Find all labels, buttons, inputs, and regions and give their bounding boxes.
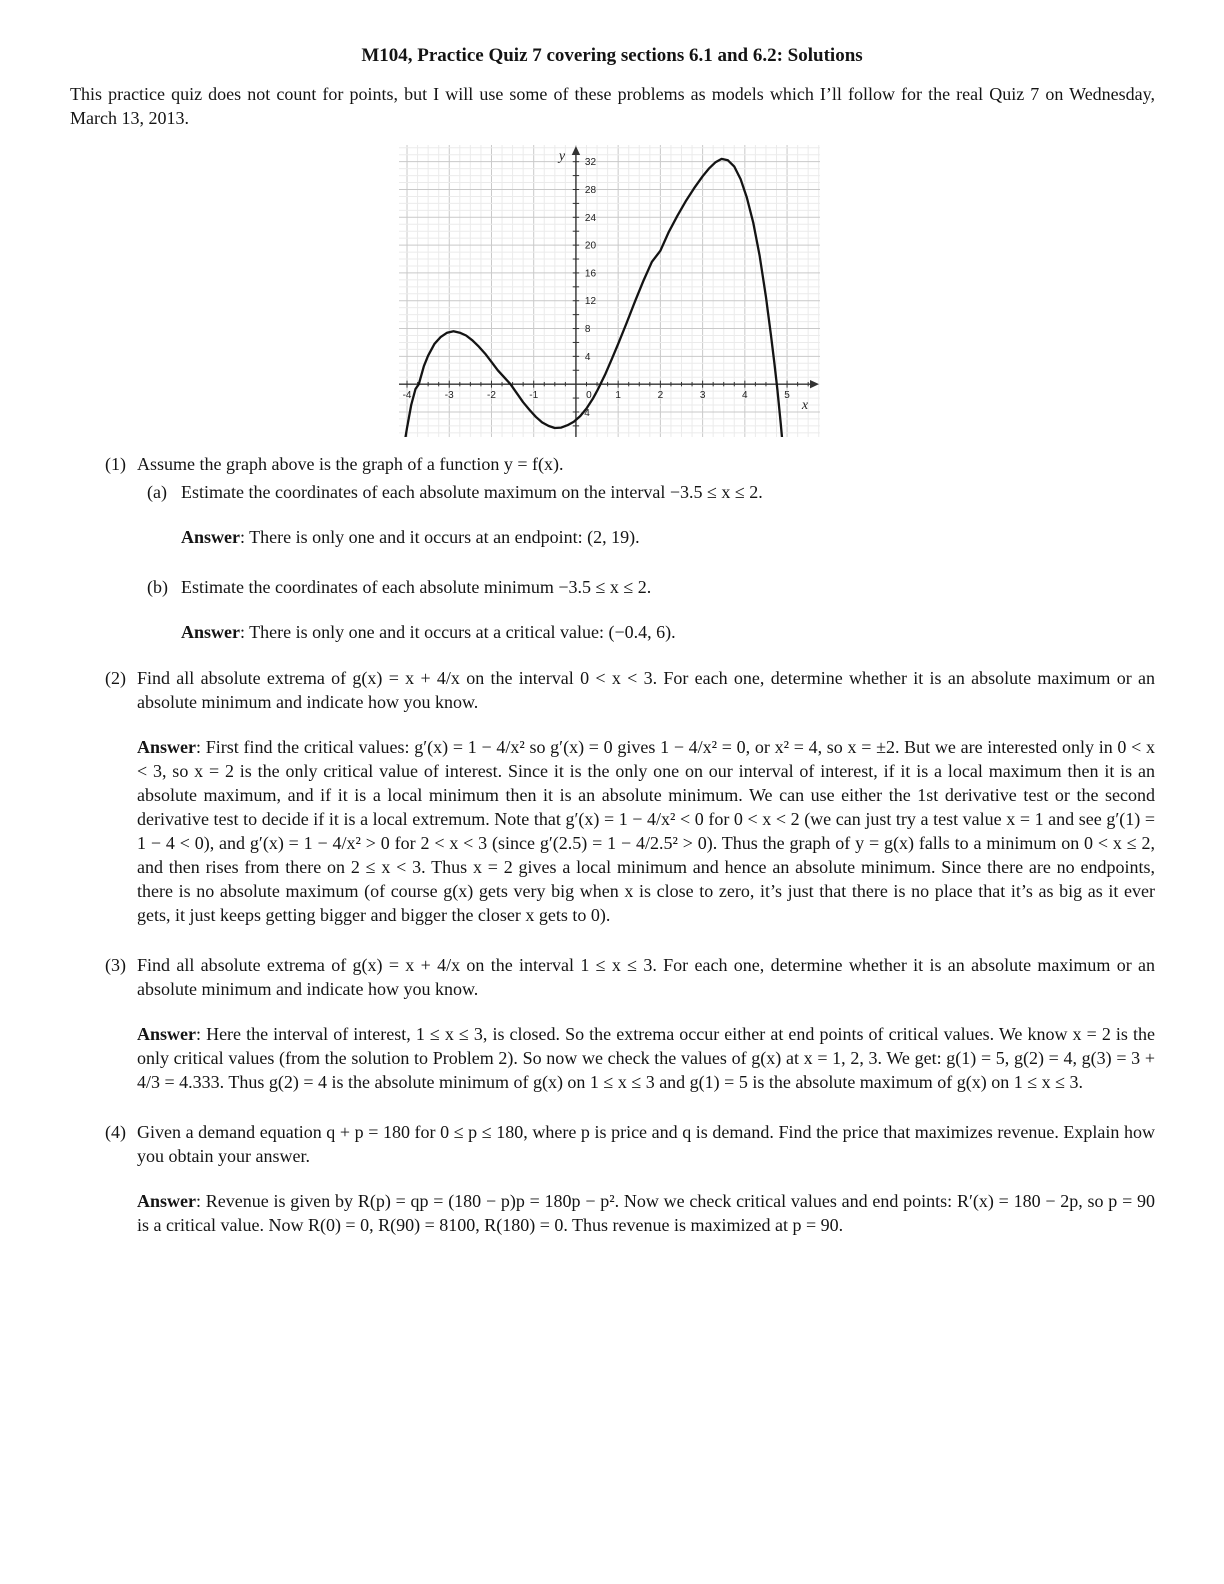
- svg-text:-3: -3: [444, 390, 454, 402]
- svg-text:3: 3: [699, 390, 706, 402]
- svg-text:0: 0: [586, 390, 592, 402]
- answer-label: Answer: [137, 1191, 196, 1211]
- answer-paragraph: [137, 1022, 1155, 1094]
- problem-text: Find all absolute extrema of g(x) = x + 4/x on the interval 1 ≤ x ≤ 3. For each one, determine whether it is an absolute maximum or an absolute minimum and indicate how you know.: [137, 955, 1155, 999]
- svg-text:16: 16: [584, 268, 597, 280]
- problem-1: [105, 452, 1155, 644]
- answer-label: Answer: [137, 1024, 196, 1044]
- svg-text:x: x: [801, 398, 809, 414]
- answer-text: : Revenue is given by R(p) = qp = (180 − p)p = 180p − p². Now we check critical values and end points: R′(x) = 180 − 2p, so p = 90 is a critical value. Now R(0) = 0, R(90) = 8100, R(180) = 0. Thus revenue is maximized at p = 90.: [137, 1191, 1155, 1235]
- answer-text: : There is only one and it occurs at an endpoint: (2, 19).: [240, 527, 640, 547]
- problem-number: (2): [105, 668, 126, 688]
- part-text: Estimate the coordinates of each absolute minimum −3.5 ≤ x ≤ 2.: [181, 577, 652, 597]
- answer-label: Answer: [181, 622, 240, 642]
- problem-3: [105, 953, 1155, 1094]
- svg-text:12: 12: [584, 296, 597, 308]
- svg-text:32: 32: [584, 157, 597, 169]
- problem-list: [105, 452, 1155, 1237]
- problem-text: Given a demand equation q + p = 180 for 0 ≤ p ≤ 180, where p is price and q is demand. Find the price that maximizes revenue. Explain how you obtain your answer.: [137, 1122, 1155, 1166]
- svg-text:4: 4: [584, 351, 591, 363]
- answer-label: Answer: [181, 527, 240, 547]
- svg-text:8: 8: [584, 324, 591, 336]
- function-graph: [399, 145, 820, 437]
- svg-text:y: y: [558, 149, 566, 164]
- svg-text:5: 5: [784, 390, 790, 402]
- answer-text: : There is only one and it occurs at a critical value: (−0.4, 6).: [240, 622, 676, 642]
- svg-text:20: 20: [584, 240, 597, 252]
- svg-text:-1: -1: [529, 390, 539, 402]
- problem-number: (3): [105, 955, 126, 975]
- svg-text:4: 4: [742, 390, 748, 402]
- problem-number: (4): [105, 1122, 126, 1142]
- answer-paragraph: [137, 735, 1155, 927]
- answer-paragraph: [137, 1189, 1155, 1237]
- svg-text:1: 1: [615, 390, 621, 402]
- answer-text: : Here the interval of interest, 1 ≤ x ≤ 3, is closed. So the extrema occur either at end points of critical values. We know x = 2 is the only critical values (from the solution to Problem 2). So now we check the values of g(x) at x = 1, 2, 3. We get: g(1) = 5, g(2) = 4, g(3) = 3 + 4/3 = 4.333. Thus g(2) = 4 is the absolute minimum of g(x) on 1 ≤ x ≤ 3 and g(1) = 5 is the absolute maximum of g(x) on 1 ≤ x ≤ 3.: [137, 1024, 1155, 1092]
- problem-number: (1): [105, 454, 126, 474]
- part-label: (b): [147, 577, 168, 597]
- answer-paragraph: [181, 525, 1155, 549]
- problem-1-part-a: [147, 480, 1155, 549]
- page-title: M104, Practice Quiz 7 covering sections 6.1 and 6.2: Solutions: [361, 45, 863, 66]
- svg-text:-4: -4: [580, 407, 590, 419]
- problem-text: Assume the graph above is the graph of a function y = f(x).: [137, 454, 564, 474]
- part-text: Estimate the coordinates of each absolute maximum on the interval −3.5 ≤ x ≤ 2.: [181, 482, 763, 502]
- answer-text: : First find the critical values: g′(x) = 1 − 4/x² so g′(x) = 0 gives 1 − 4/x² = 0, or x² = 4, so x = ±2. But we are interested only in 0 < x < 3, so x = 2 is the only critical value of interest. Since it is the only one on our interval of interest, if it is a local maximum then it is an absolute maximum, and if it is a local minimum then it is an absolute minimum. We can use either the 1st derivative test or the second derivative test to decide if it is a local extremum. Note that g′(x) = 1 − 4/x² < 0 for 0 < x < 2 (we can just try a test value x = 1 and see g′(1) = 1 − 4 < 0), and g′(x) = 1 − 4/x² > 0 for 2 < x < 3 (since g′(2.5) = 1 − 4/2.5² > 0). Thus the graph of y = g(x) falls to a minimum on 0 < x ≤ 2, and then rises from there on 2 ≤ x < 3. Thus x = 2 gives a local minimum and hence an absolute minimum. Since there are no endpoints, there is no absolute maximum (of course g(x) gets very big when x is close to zero, it’s just that there is no place that it’s as big as it ever gets, it just keeps getting bigger and bigger the closer x gets to 0).: [137, 737, 1155, 925]
- svg-text:28: 28: [584, 184, 597, 196]
- svg-text:-2: -2: [487, 390, 496, 402]
- answer-paragraph: [181, 620, 1155, 644]
- function-graph-svg: [399, 145, 820, 437]
- svg-text:24: 24: [584, 212, 597, 224]
- answer-label: Answer: [137, 737, 196, 757]
- problem-4: [105, 1120, 1155, 1237]
- part-label: (a): [147, 482, 167, 502]
- problem-2: [105, 666, 1155, 927]
- problem-text: Find all absolute extrema of g(x) = x + 4/x on the interval 0 < x < 3. For each one, determine whether it is an absolute maximum or an absolute minimum and indicate how you know.: [137, 668, 1155, 712]
- problem-1-part-b: [147, 575, 1155, 644]
- svg-text:2: 2: [657, 390, 664, 402]
- svg-text:-4: -4: [402, 390, 412, 402]
- intro-paragraph: This practice quiz does not count for points, but I will use some of these problems as models which I’ll follow for the real Quiz 7 on Wednesday, March 13, 2013.: [70, 84, 1155, 128]
